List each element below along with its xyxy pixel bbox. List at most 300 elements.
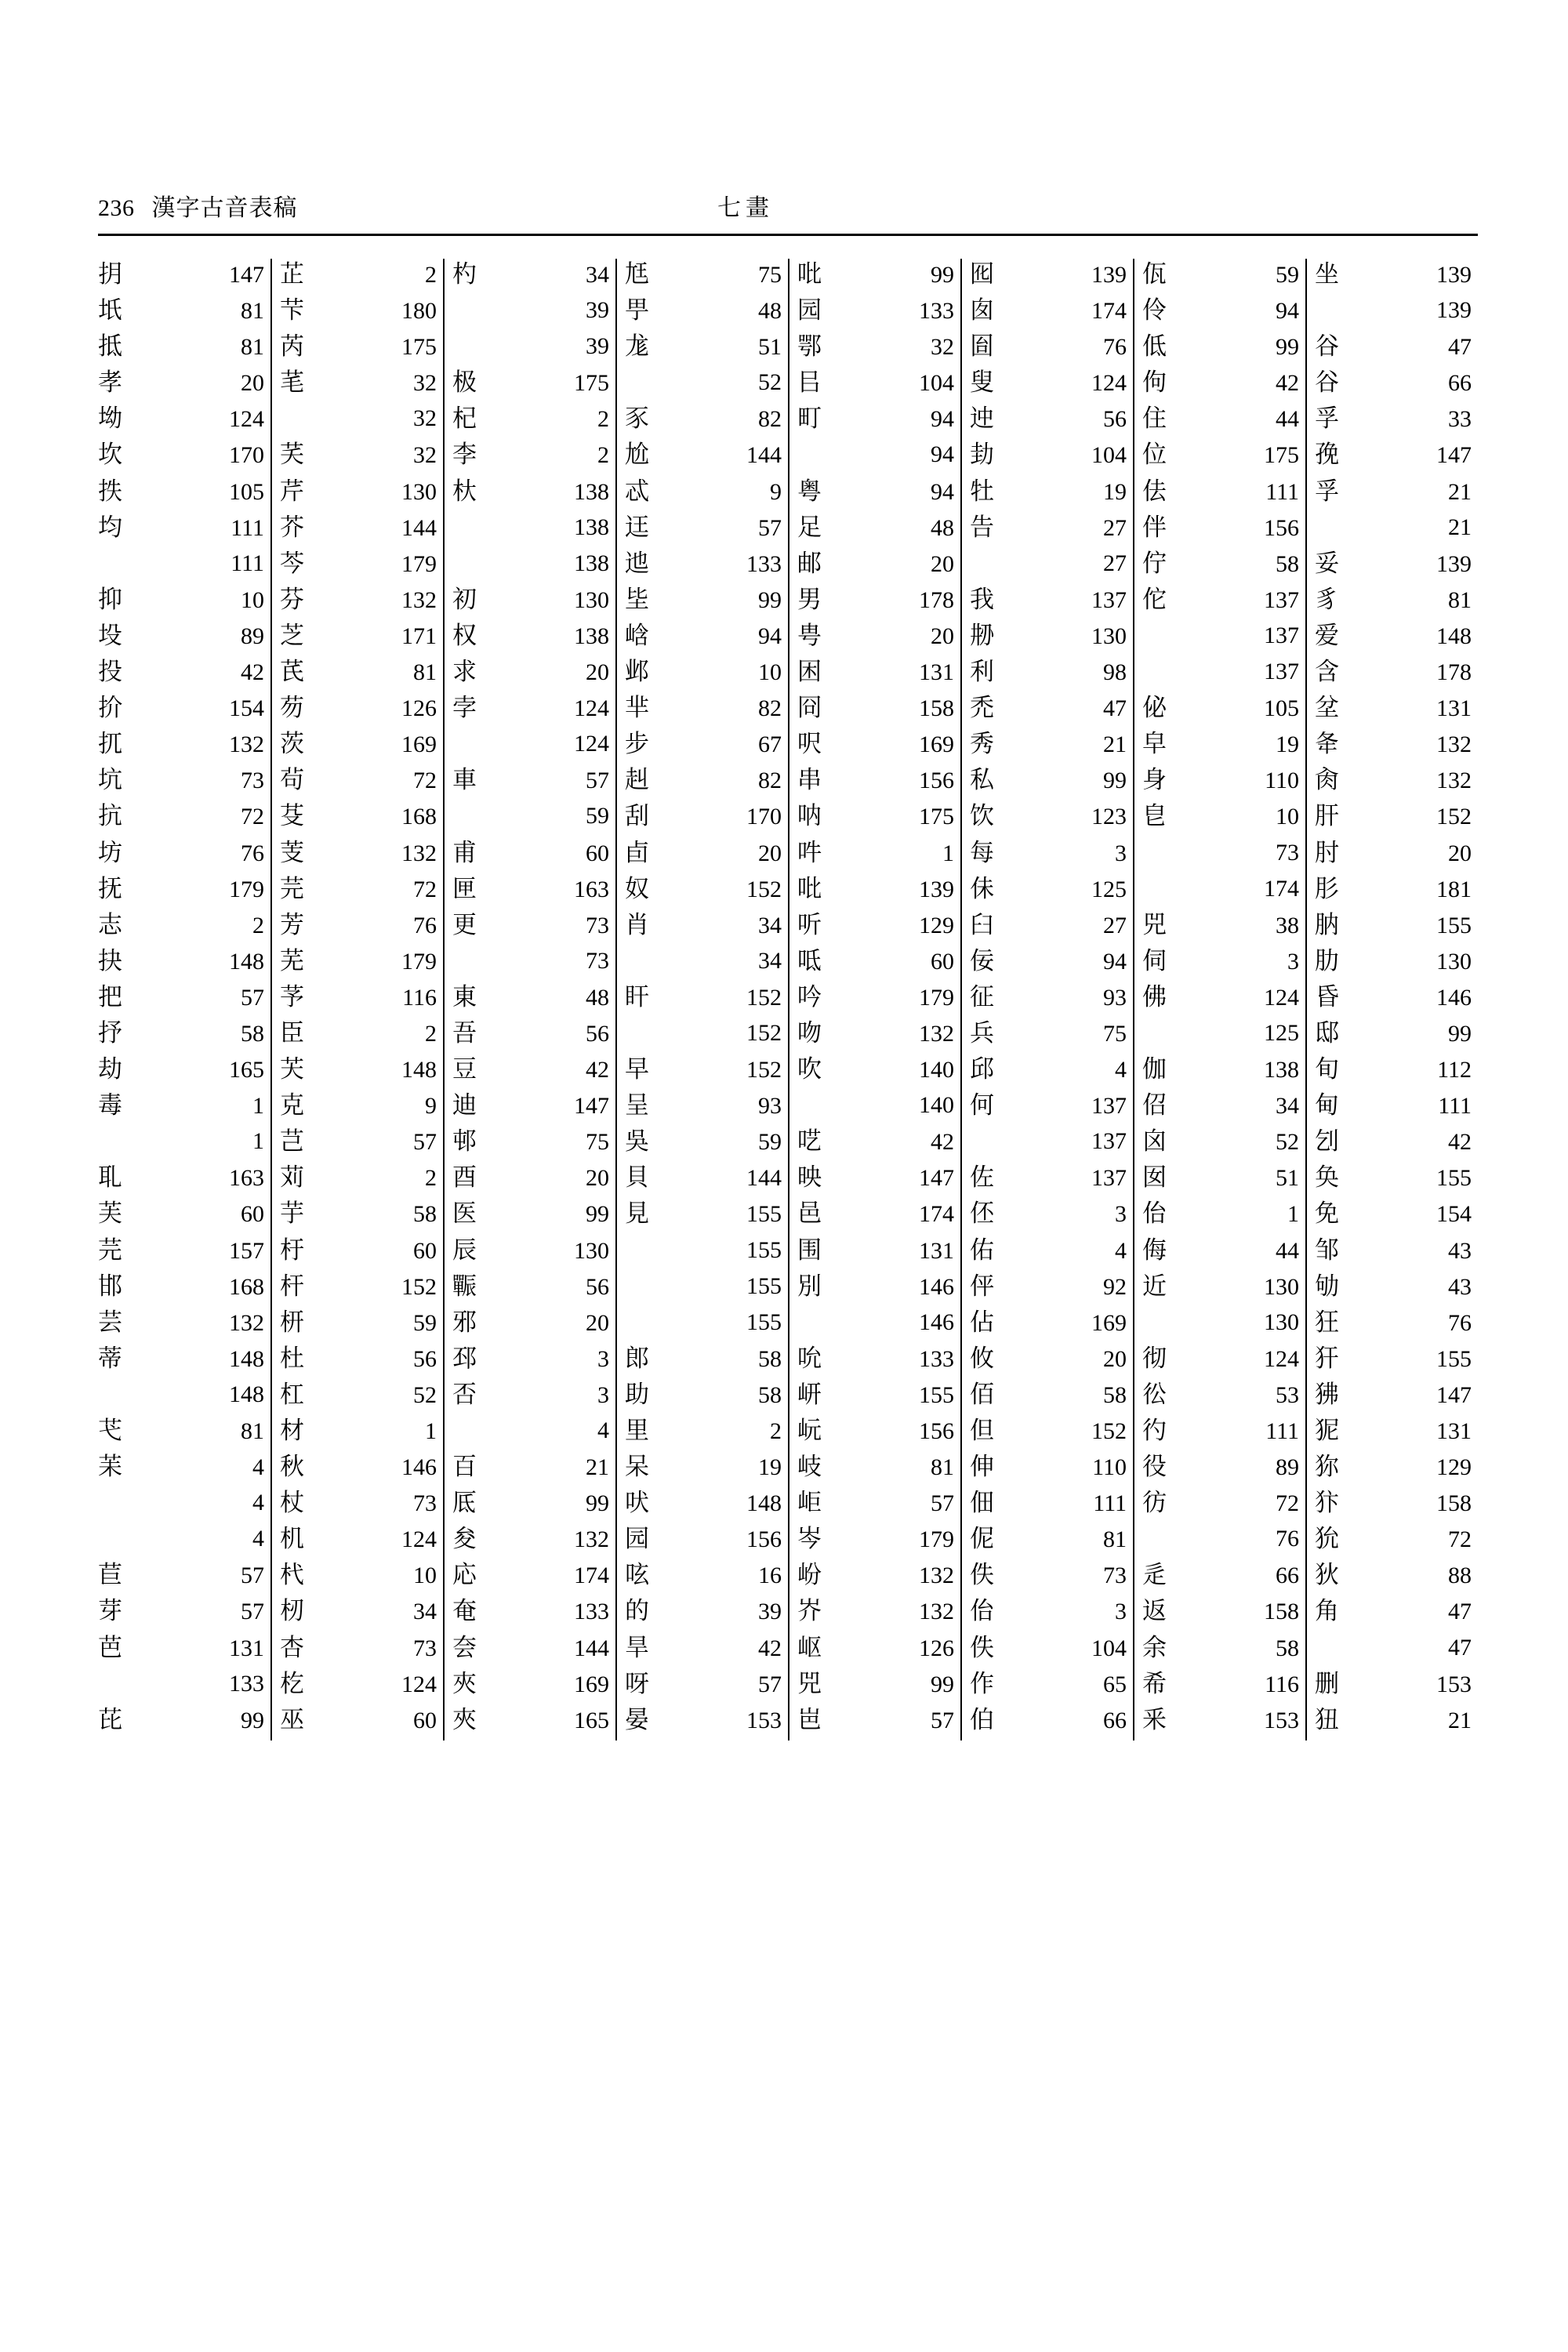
- page-ref: 147: [1436, 1381, 1472, 1408]
- index-row: [452, 584, 609, 620]
- index-row: [1142, 476, 1299, 512]
- index-row: [98, 439, 264, 475]
- page-ref: 99: [1448, 1020, 1472, 1047]
- index-row: [98, 946, 264, 982]
- page-ref: 139: [1436, 297, 1472, 324]
- character: 园: [625, 1525, 649, 1554]
- character: 芪: [280, 658, 304, 687]
- page-ref: 152: [1436, 804, 1472, 830]
- page-ref: 148: [1436, 622, 1472, 649]
- page-ref: 165: [574, 1707, 609, 1733]
- page-ref: 124: [229, 406, 264, 433]
- character: 岖: [797, 1633, 822, 1662]
- index-row: [98, 1704, 264, 1740]
- character: 邪: [452, 1308, 477, 1337]
- index-row: [625, 1523, 782, 1559]
- character: 岠: [797, 1489, 822, 1518]
- index-row: [970, 1668, 1127, 1704]
- index-row: [797, 1523, 954, 1559]
- character: 佃: [970, 1489, 994, 1518]
- page-ref: 148: [229, 948, 264, 975]
- index-row: [970, 476, 1127, 512]
- page-ref: 48: [758, 298, 782, 325]
- page-ref: 155: [746, 1236, 782, 1263]
- page-ref: 99: [931, 1671, 954, 1697]
- index-row: [1315, 1487, 1472, 1523]
- page-ref: 130: [1264, 1308, 1299, 1335]
- index-row: [280, 584, 437, 620]
- index-row: [797, 1162, 954, 1198]
- character: 肝: [1315, 802, 1339, 831]
- character: 伲: [970, 1525, 994, 1554]
- page-ref: 4: [1115, 1057, 1127, 1083]
- index-column-1: [98, 259, 270, 1740]
- index-row: [625, 764, 782, 800]
- page-ref: 72: [413, 876, 437, 902]
- character: 坒: [625, 585, 649, 614]
- index-row: [797, 1704, 954, 1740]
- character: 更: [452, 910, 477, 939]
- page-ref: 130: [1436, 948, 1472, 975]
- page-ref: 132: [919, 1563, 954, 1589]
- index-row: [1315, 1595, 1472, 1632]
- index-row: [98, 1235, 264, 1271]
- character: 呈: [625, 1091, 649, 1120]
- page-ref: 43: [1448, 1237, 1472, 1264]
- character: 芙: [98, 1200, 122, 1229]
- page-ref: 76: [413, 912, 437, 938]
- character: 听: [797, 910, 822, 939]
- character: 呟: [625, 1561, 649, 1590]
- index-row: [1142, 620, 1299, 656]
- character: 豸: [1315, 585, 1339, 614]
- character: 岕: [797, 1597, 822, 1626]
- index-row: [970, 1271, 1127, 1307]
- character: 迆: [625, 549, 649, 578]
- index-row: [280, 295, 437, 331]
- index-row: [1315, 331, 1472, 367]
- index-row: [280, 1343, 437, 1379]
- index-row: [625, 873, 782, 909]
- page-ref: 130: [1091, 622, 1127, 649]
- index-row: [625, 367, 782, 403]
- page-ref: 10: [241, 586, 264, 613]
- index-row: [280, 512, 437, 548]
- character: 岑: [797, 1525, 822, 1554]
- page-ref: 131: [229, 1635, 264, 1661]
- character: 鄂: [797, 332, 822, 361]
- index-row: [280, 873, 437, 909]
- index-row: [797, 1018, 954, 1054]
- character: 苣: [98, 1561, 122, 1590]
- page-ref: 66: [1276, 1563, 1299, 1589]
- character: 杓: [452, 260, 477, 289]
- index-row: [797, 909, 954, 946]
- page-ref: 51: [1276, 1165, 1299, 1192]
- page-ref: 73: [1276, 839, 1299, 866]
- character: 杜: [280, 1344, 304, 1373]
- character: 抗: [98, 802, 122, 831]
- index-row: [1142, 1126, 1299, 1162]
- index-row: [1142, 1379, 1299, 1415]
- character: 芳: [280, 910, 304, 939]
- character: 茍: [280, 766, 304, 795]
- character: 求: [452, 658, 477, 687]
- character: 蒂: [98, 1344, 122, 1373]
- page-ref: 56: [586, 1020, 609, 1047]
- page-ref: 104: [919, 370, 954, 397]
- page-ref: 137: [1264, 659, 1299, 685]
- index-row: [452, 620, 609, 656]
- character: 甫: [452, 838, 477, 867]
- index-row: [797, 476, 954, 512]
- page-ref: 57: [758, 514, 782, 541]
- page-ref: 179: [229, 876, 264, 902]
- character: 肜: [1315, 874, 1339, 903]
- character: 志: [98, 910, 122, 939]
- page-ref: 146: [919, 1273, 954, 1300]
- index-row: [797, 873, 954, 909]
- index-row: [1315, 1162, 1472, 1198]
- character: 杙: [280, 1561, 304, 1590]
- index-row: [98, 837, 264, 873]
- index-row: [970, 548, 1127, 584]
- index-row: [1315, 909, 1472, 946]
- character: 克: [280, 1091, 304, 1120]
- index-row: [625, 548, 782, 584]
- index-row: [1142, 1632, 1299, 1668]
- page-ref: 20: [931, 550, 954, 577]
- index-row: [452, 1307, 609, 1343]
- character: 邯: [98, 1272, 122, 1301]
- character: 犿: [1315, 1489, 1339, 1518]
- page-ref: 137: [1264, 622, 1299, 648]
- character: 皀: [1142, 802, 1167, 831]
- index-row: [452, 1632, 609, 1668]
- page-ref: 132: [919, 1020, 954, 1047]
- index-row: [1142, 692, 1299, 728]
- index-row: [1142, 1668, 1299, 1704]
- page-ref: 94: [931, 441, 954, 468]
- character: 坁: [98, 296, 122, 325]
- page-ref: 72: [1448, 1526, 1472, 1553]
- page-ref: 2: [425, 262, 437, 288]
- page-ref: 178: [919, 586, 954, 613]
- page-ref: 98: [1103, 659, 1127, 686]
- index-row: [452, 1054, 609, 1090]
- index-row: [452, 946, 609, 982]
- index-row: [280, 1632, 437, 1668]
- index-row: [280, 439, 437, 475]
- page-ref: 144: [574, 1635, 609, 1661]
- page-ref: 82: [758, 768, 782, 794]
- index-row: [970, 1632, 1127, 1668]
- page-ref: 34: [1276, 1093, 1299, 1120]
- index-row: [280, 367, 437, 403]
- character: 杆: [280, 1272, 304, 1301]
- character: 伶: [1142, 296, 1167, 325]
- index-row: [452, 1523, 609, 1559]
- character: 杕: [452, 477, 477, 506]
- page-ref: 51: [758, 334, 782, 361]
- character: 每: [970, 838, 994, 867]
- page-ref: 58: [413, 1201, 437, 1228]
- index-row: [98, 1018, 264, 1054]
- page-ref: 140: [919, 1057, 954, 1083]
- page-ref: 179: [919, 1526, 954, 1553]
- index-row: [280, 1018, 437, 1054]
- character: 兕: [797, 1669, 822, 1698]
- page-ref: 139: [919, 876, 954, 902]
- index-row: [452, 1487, 609, 1523]
- page-ref: 52: [758, 369, 782, 396]
- index-column-3: [443, 259, 615, 1740]
- index-row: [1142, 512, 1299, 548]
- character: 孚: [1315, 477, 1339, 506]
- index-row: [797, 1307, 954, 1343]
- index-row: [1142, 1018, 1299, 1054]
- index-row: [970, 1487, 1127, 1523]
- index-row: [797, 1379, 954, 1415]
- character: 助: [625, 1380, 649, 1409]
- character: 狄: [1315, 1561, 1339, 1590]
- page-ref: 112: [1437, 1057, 1472, 1083]
- index-row: [970, 909, 1127, 946]
- page-ref: 53: [1276, 1381, 1299, 1408]
- character: 芫: [280, 874, 304, 903]
- page-ref: 137: [1091, 1128, 1127, 1155]
- character: 呐: [797, 802, 822, 831]
- index-row: [1142, 295, 1299, 331]
- page-ref: 43: [1448, 1273, 1472, 1300]
- character: 劸: [970, 441, 994, 470]
- page-ref: 57: [241, 984, 264, 1011]
- page-ref: 179: [401, 550, 437, 577]
- index-row: [280, 1090, 437, 1126]
- page-ref: 60: [931, 948, 954, 975]
- page-ref: 42: [586, 1057, 609, 1083]
- character: 佇: [1142, 549, 1167, 578]
- index-row: [970, 331, 1127, 367]
- page-ref: 89: [1276, 1454, 1299, 1481]
- character: 狒: [1315, 1380, 1339, 1409]
- index-row: [452, 1090, 609, 1126]
- character: 何: [970, 1091, 994, 1120]
- character: 佖: [1142, 694, 1167, 723]
- character: 刮: [625, 802, 649, 831]
- page-ref: 105: [229, 478, 264, 505]
- page-ref: 140: [919, 1092, 954, 1119]
- index-row: [970, 512, 1127, 548]
- character: 坐: [1315, 260, 1339, 289]
- page-ref: 130: [574, 1237, 609, 1264]
- index-row: [280, 1271, 437, 1307]
- character: 辰: [452, 1236, 477, 1265]
- page-ref: 72: [1276, 1490, 1299, 1517]
- index-row: [98, 656, 264, 692]
- character: 邑: [797, 1200, 822, 1229]
- index-row: [625, 1704, 782, 1740]
- character: 芸: [98, 1308, 122, 1337]
- index-row: [797, 331, 954, 367]
- page-ref: 180: [401, 298, 437, 325]
- page-ref: 138: [574, 622, 609, 649]
- character: 兵: [970, 1018, 994, 1047]
- page-ref: 133: [574, 1599, 609, 1625]
- page-ref: 44: [1276, 1237, 1299, 1264]
- page-ref: 1: [252, 1128, 264, 1155]
- header-rule: [98, 234, 1478, 236]
- page-ref: 76: [1448, 1309, 1472, 1336]
- page-ref: 132: [919, 1599, 954, 1625]
- character: 希: [1142, 1669, 1167, 1698]
- character: 赳: [625, 766, 649, 795]
- page-ref: 44: [1276, 406, 1299, 433]
- page-ref: 42: [1276, 370, 1299, 397]
- page-ref: 175: [919, 804, 954, 830]
- index-row: [452, 692, 609, 728]
- character: 芹: [280, 477, 304, 506]
- character: 芈: [625, 694, 649, 723]
- page-ref: 48: [586, 984, 609, 1011]
- index-row: [625, 1162, 782, 1198]
- index-row: [1142, 1559, 1299, 1595]
- page-ref: 4: [597, 1417, 609, 1443]
- character: 医: [452, 1200, 477, 1229]
- page-ref: 110: [1265, 768, 1299, 794]
- index-row: [1142, 1595, 1299, 1632]
- page-ref: 158: [1264, 1599, 1299, 1625]
- page-ref: 20: [1103, 1345, 1127, 1372]
- character: 兕: [1142, 910, 1167, 939]
- page-ref: 148: [229, 1345, 264, 1372]
- index-row: [280, 946, 437, 982]
- index-row: [98, 1126, 264, 1162]
- page-ref: 155: [1436, 1165, 1472, 1192]
- index-row: [970, 873, 1127, 909]
- page-ref: 148: [401, 1057, 437, 1083]
- index-row: [1142, 1271, 1299, 1307]
- index-column-4: [615, 259, 788, 1740]
- index-row: [452, 1271, 609, 1307]
- index-row: [797, 692, 954, 728]
- character: 佑: [970, 1236, 994, 1265]
- character: 扤: [98, 730, 122, 759]
- index-row: [1315, 692, 1472, 728]
- index-row: [98, 873, 264, 909]
- character: 早: [625, 1055, 649, 1084]
- index-row: [98, 295, 264, 331]
- index-row: [797, 403, 954, 439]
- page-ref: 156: [1264, 514, 1299, 541]
- index-row: [452, 1451, 609, 1487]
- character: 貝: [625, 1163, 649, 1192]
- index-row: [452, 1379, 609, 1415]
- page-ref: 111: [230, 514, 264, 541]
- page-ref: 3: [1115, 840, 1127, 866]
- character: 住: [1142, 405, 1167, 434]
- page-ref: 39: [586, 333, 609, 360]
- page-ref: 154: [1436, 1201, 1472, 1228]
- character: 晏: [625, 1705, 649, 1734]
- index-row: [970, 1415, 1127, 1451]
- index-row: [452, 837, 609, 873]
- character: 東: [452, 982, 477, 1011]
- character: 抵: [98, 332, 122, 361]
- index-row: [452, 1559, 609, 1595]
- character: 杒: [280, 1597, 304, 1626]
- page-ref: 59: [758, 1129, 782, 1156]
- character: 百: [452, 1453, 477, 1482]
- page-ref: 58: [1103, 1381, 1127, 1408]
- character: 夋: [452, 1525, 477, 1554]
- page-ref: 56: [413, 1345, 437, 1372]
- character: 粤: [797, 477, 822, 506]
- page-ref: 60: [241, 1201, 264, 1228]
- index-row: [1142, 1343, 1299, 1379]
- character: 芼: [280, 368, 304, 397]
- character: 邨: [452, 1127, 477, 1156]
- index-row: [1142, 1523, 1299, 1559]
- page-ref: 129: [919, 912, 954, 938]
- page-ref: 57: [413, 1129, 437, 1156]
- index-row: [280, 764, 437, 800]
- page-ref: 73: [241, 768, 264, 794]
- character: 呧: [797, 946, 822, 975]
- page-ref: 124: [1264, 1345, 1299, 1372]
- page-ref: 139: [1091, 262, 1127, 288]
- page-ref: 110: [1092, 1454, 1127, 1481]
- index-row: [625, 1271, 782, 1307]
- index-row: [625, 1559, 782, 1595]
- index-row: [970, 692, 1127, 728]
- page-ref: 21: [1448, 514, 1472, 540]
- index-row: [625, 728, 782, 764]
- index-row: [452, 764, 609, 800]
- index-row: [625, 909, 782, 946]
- index-row: [280, 800, 437, 837]
- index-row: [970, 1307, 1127, 1343]
- page-ref: 32: [931, 334, 954, 361]
- character: 芋: [280, 1200, 304, 1229]
- character: 告: [970, 513, 994, 542]
- index-row: [970, 439, 1127, 475]
- index-row: [280, 692, 437, 728]
- index-row: [625, 800, 782, 837]
- index-row: [452, 331, 609, 367]
- page-ref: 34: [758, 947, 782, 974]
- character: 奂: [1315, 1163, 1339, 1192]
- page-ref: 157: [229, 1237, 264, 1264]
- character: 芥: [280, 513, 304, 542]
- book-title: 漢字古音表稿: [151, 194, 298, 222]
- page-ref: 129: [1436, 1454, 1472, 1481]
- index-row: [970, 764, 1127, 800]
- index-row: [1315, 1198, 1472, 1234]
- character: 冏: [797, 694, 822, 723]
- page-ref: 20: [241, 370, 264, 397]
- character: 作: [970, 1669, 994, 1698]
- page-ref: 66: [1448, 370, 1472, 397]
- character: 坌: [1315, 694, 1339, 723]
- index-row: [1315, 946, 1472, 982]
- character: 邱: [970, 1055, 994, 1084]
- index-row: [1142, 800, 1299, 837]
- page-ref: 99: [758, 586, 782, 613]
- character: 枅: [280, 1308, 304, 1337]
- index-row: [625, 476, 782, 512]
- character: 伽: [1142, 1055, 1167, 1084]
